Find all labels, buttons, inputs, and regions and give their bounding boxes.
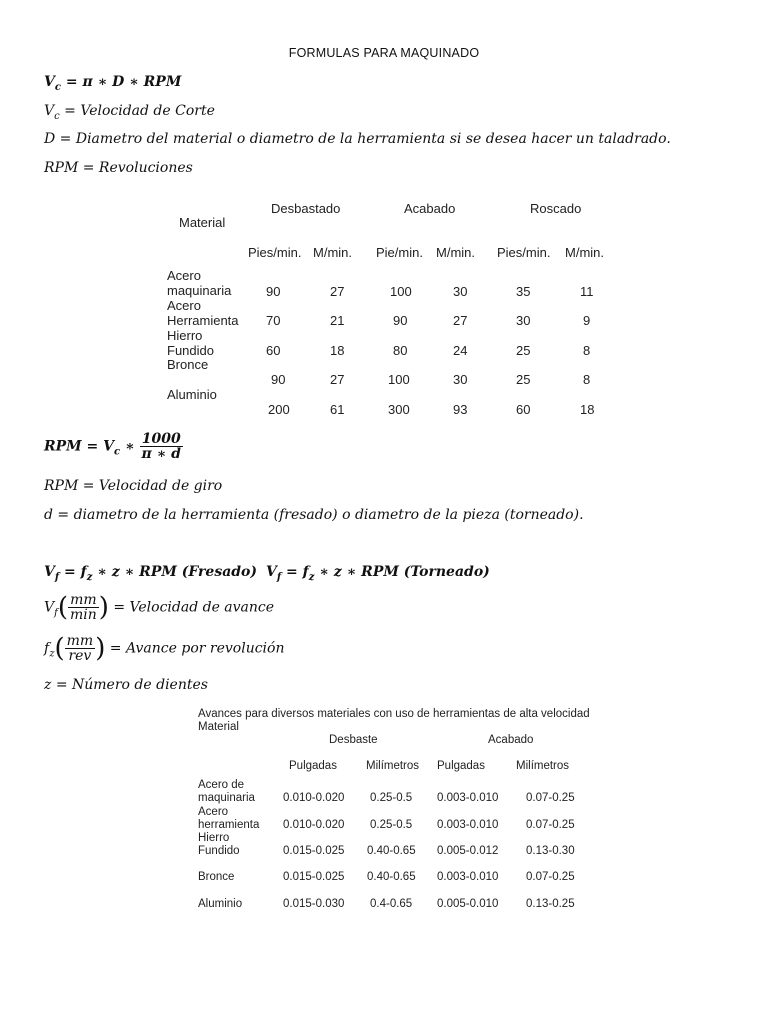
table-subheader: Milímetros [366, 760, 420, 772]
table-cell: 100 [388, 372, 410, 387]
table-cell: 0.003-0.010 [437, 819, 499, 831]
table-cell: 0.015-0.025 [283, 845, 345, 857]
table-cell: 24 [453, 343, 468, 358]
table-cell: 35 [516, 284, 531, 299]
table-cell: 0.010-0.020 [283, 792, 345, 804]
table-cell: 27 [453, 313, 468, 328]
table-group-header: Acabado [404, 201, 456, 216]
table-subheader: Pies/min. [248, 245, 302, 260]
table-cell: 18 [330, 343, 345, 358]
table-cell: 70 [266, 313, 281, 328]
table-cell: 90 [271, 372, 286, 387]
table-cell: 27 [330, 284, 345, 299]
table-cell: 8 [583, 372, 591, 387]
table-cell: 0.015-0.030 [283, 898, 345, 910]
feed-rate-definition: $V_f$( $\frac{mm}{\min}$ ) = Velocidad de avance [44, 592, 275, 623]
table-cell: 25 [516, 372, 531, 387]
table-row-label: Hierro Fundido [198, 832, 240, 857]
table-cell: 21 [330, 313, 345, 328]
feed-rate-milling-formula: $V_f = f_z$ ∗ z ∗ RPM (Fresado) [44, 564, 258, 583]
table-cell: 93 [453, 402, 468, 417]
table-cell: 30 [453, 372, 468, 387]
table-cell: 0.13-0.25 [526, 898, 575, 910]
table-cell: 0.07-0.25 [526, 871, 575, 883]
rpm-formula: RPM = $V_c$ ∗ $\frac{1000}{\pi ∗ d}$ [44, 431, 181, 462]
table-header-material: Material [198, 721, 239, 733]
diameter-definition: D = Diametro del material o diametro de la herramienta si se desea hacer un taladrado. [44, 131, 671, 147]
table-cell: 0.13-0.30 [526, 845, 575, 857]
table-cell: 0.40-0.65 [367, 845, 416, 857]
table-row-label: Acero Herramienta [167, 298, 239, 328]
table-row-label: Aluminio [167, 387, 217, 402]
table-group-header: Desbastado [271, 201, 341, 216]
table-cell: 0.25-0.5 [370, 792, 413, 804]
table-subheader: Milímetros [516, 760, 570, 772]
teeth-count-definition: z = Número de dientes [44, 677, 208, 693]
table-cell: 25 [516, 343, 531, 358]
table-cell: 0.07-0.25 [526, 819, 575, 831]
table-cell: 0.005-0.010 [437, 898, 499, 910]
table-subheader: Pulgadas [289, 760, 337, 772]
table-subheader: Pulgadas [437, 760, 485, 772]
table-subheader: M/min. [565, 245, 604, 260]
table-group-header: Acabado [488, 734, 534, 746]
table-cell: 60 [266, 343, 281, 358]
table-row-label: Acero maquinaria [167, 268, 232, 298]
table-subheader: M/min. [313, 245, 352, 260]
table-cell: 8 [583, 343, 591, 358]
table-cell: 0.4-0.65 [370, 898, 413, 910]
table-group-header: Roscado [530, 201, 582, 216]
table-row-label: Acero de maquinaria [198, 779, 255, 804]
table-cell: 18 [580, 402, 595, 417]
table-cell: 0.015-0.025 [283, 871, 345, 883]
table-cell: 0.003-0.010 [437, 792, 499, 804]
table-subheader: Pies/min. [497, 245, 551, 260]
table-cell: 90 [393, 313, 408, 328]
feed-per-rev-definition: $f_z$( $\frac{mm}{\text{rev}}$ ) = Avance por revolución [44, 633, 285, 664]
table-cell: 61 [330, 402, 345, 417]
cutting-speed-formula: $V_c = \pi$ ∗ D ∗ RPM [44, 74, 182, 93]
table-cell: 27 [330, 372, 345, 387]
table-cell: 90 [266, 284, 281, 299]
rpm-giro-definition: RPM = Velocidad de giro [44, 478, 223, 494]
table-group-header: Desbaste [329, 734, 378, 746]
table-cell: 100 [390, 284, 412, 299]
table-cell: 30 [516, 313, 531, 328]
table-row-label: Aluminio [198, 898, 243, 910]
table-cell: 11 [580, 284, 594, 299]
table-row-label: Bronce [198, 871, 235, 883]
table-cell: 30 [453, 284, 468, 299]
page-title: FORMULAS PARA MAQUINADO [288, 46, 480, 60]
table-cell: 9 [583, 313, 591, 328]
table-cell: 60 [516, 402, 531, 417]
feed-rate-turning-formula: $V_f = f_z$ ∗ z ∗ RPM (Torneado) [266, 564, 490, 583]
table-cell: 0.005-0.012 [437, 845, 499, 857]
table-cell: 0.003-0.010 [437, 871, 499, 883]
table-cell: 300 [388, 402, 410, 417]
table-row-label: Hierro Fundido [167, 328, 214, 358]
table-subheader: M/min. [436, 245, 475, 260]
small-diameter-definition: d = diametro de la herramienta (fresado) o diametro de la pieza (torneado). [44, 507, 584, 523]
table-cell: 0.40-0.65 [367, 871, 416, 883]
table-cell: 0.25-0.5 [370, 819, 413, 831]
table-cell: 0.07-0.25 [526, 792, 575, 804]
table-cell: 200 [268, 402, 290, 417]
table-header-material: Material [179, 215, 226, 230]
table-cell: 0.010-0.020 [283, 819, 345, 831]
rpm-definition: RPM = Revoluciones [44, 160, 193, 176]
table-row-label: Acero herramienta [198, 806, 260, 831]
cutting-speed-definition: $V_c$ = Velocidad de Corte [44, 103, 215, 122]
table-row-label: Bronce [167, 357, 209, 372]
table-subheader: Pie/min. [376, 245, 423, 260]
table-cell: 80 [393, 343, 408, 358]
table-caption: Avances para diversos materiales con uso de herramientas de alta velocidad [198, 708, 590, 720]
